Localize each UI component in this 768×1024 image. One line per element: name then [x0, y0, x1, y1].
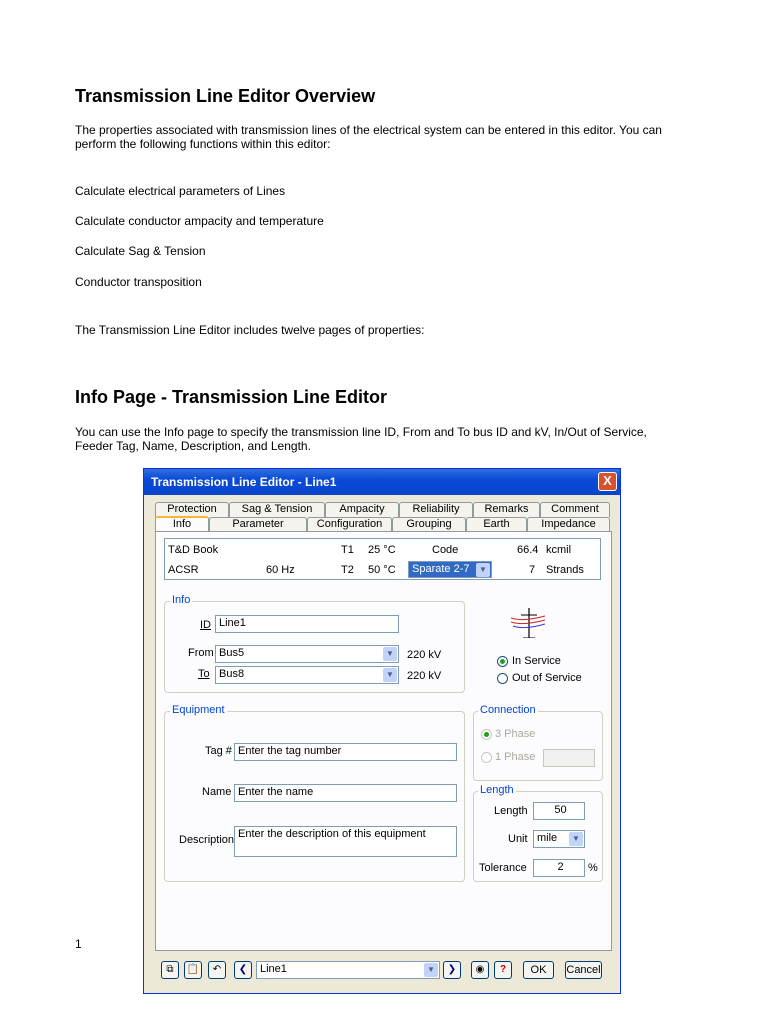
transmission-tower-icon: [511, 608, 547, 638]
length-label: Length: [494, 805, 528, 817]
info-page-description: You can use the Info page to specify the transmission line ID, From and To bus ID and kV, In/Out of Service, Feeder Tag, Name, Description, and Length.: [75, 425, 647, 453]
element-selector[interactable]: [256, 961, 440, 979]
description-field[interactable]: Enter the description of this equipment: [234, 826, 457, 857]
chevron-down-icon[interactable]: ▼: [569, 832, 583, 846]
dialog-title: Transmission Line Editor - Line1: [151, 475, 337, 489]
summary-t2-label: T2: [341, 564, 354, 576]
summary-strands-unit: Strands: [546, 564, 584, 576]
function-item: Calculate conductor ampacity and temperature: [75, 214, 324, 228]
element-selector-value: Line1: [260, 963, 287, 975]
conductor-summary: [164, 538, 601, 580]
tab-protection[interactable]: Protection: [155, 502, 229, 517]
overview-heading: Transmission Line Editor Overview: [75, 86, 376, 106]
one-phase-field[interactable]: [543, 749, 595, 767]
dialog-titlebar: [144, 469, 620, 495]
function-item: Conductor transposition: [75, 275, 202, 289]
unit-value: mile: [537, 832, 558, 844]
summary-strands-value: 7: [529, 564, 536, 576]
out-of-service-radio[interactable]: [497, 673, 508, 684]
summary-t1-value: 25 °C: [368, 544, 396, 556]
ok-button[interactable]: OK: [523, 961, 554, 979]
id-field[interactable]: Line1: [215, 615, 399, 633]
from-kv: 220 kV: [407, 649, 442, 661]
tolerance-field[interactable]: 2: [533, 859, 585, 877]
tab-remarks[interactable]: Remarks: [473, 502, 540, 517]
tab-comment[interactable]: Comment: [540, 502, 610, 517]
copy-icon[interactable]: ⧉: [161, 961, 179, 979]
one-phase-radio[interactable]: [481, 752, 492, 763]
description-label: Description: [179, 834, 235, 846]
unit-label: Unit: [508, 833, 528, 845]
next-icon[interactable]: ❯: [443, 961, 461, 979]
paste-icon[interactable]: 📋: [184, 961, 202, 979]
help-icon[interactable]: ?: [494, 961, 512, 979]
to-bus-value: Bus8: [219, 668, 245, 680]
tab-parameter[interactable]: Parameter: [209, 517, 307, 532]
find-icon[interactable]: ◉: [471, 961, 489, 979]
function-item: Calculate Sag & Tension: [75, 244, 206, 258]
transmission-line-editor-dialog: [143, 468, 621, 994]
tab-reliability[interactable]: Reliability: [399, 502, 473, 517]
chevron-down-icon[interactable]: ▼: [383, 668, 397, 682]
tag-label: Tag #: [205, 745, 232, 757]
three-phase-label[interactable]: 3 Phase: [495, 728, 536, 740]
tolerance-unit: %: [588, 862, 598, 874]
function-item: Calculate electrical parameters of Lines: [75, 184, 286, 198]
tab-ampacity[interactable]: Ampacity: [325, 502, 399, 517]
code-select-value: Sparate 2-7: [412, 563, 470, 575]
out-of-service-label[interactable]: Out of Service: [512, 672, 582, 684]
to-kv: 220 kV: [407, 670, 442, 682]
code-select[interactable]: [408, 561, 492, 578]
summary-code-value: 66.4: [517, 544, 539, 556]
summary-t2-value: 50 °C: [368, 564, 396, 576]
tolerance-label: Tolerance: [479, 862, 527, 874]
close-button[interactable]: X: [598, 472, 617, 491]
from-bus-select[interactable]: [215, 645, 399, 663]
page-number: 1: [75, 937, 82, 951]
tab-sag-tension[interactable]: Sag & Tension: [229, 502, 325, 517]
summary-t1-label: T1: [341, 544, 354, 556]
one-phase-label[interactable]: 1 Phase: [495, 751, 536, 763]
tab-impedance[interactable]: Impedance: [527, 517, 610, 532]
three-phase-radio[interactable]: [481, 729, 492, 740]
equipment-group-legend: Equipment: [172, 704, 225, 716]
chevron-down-icon[interactable]: ▼: [424, 963, 438, 977]
in-service-radio[interactable]: [497, 656, 508, 667]
from-bus-value: Bus5: [219, 647, 245, 659]
summary-book: T&D Book: [168, 544, 219, 556]
connection-group-legend: Connection: [480, 704, 536, 716]
tab-earth[interactable]: Earth: [466, 517, 527, 532]
chevron-down-icon[interactable]: ▼: [383, 647, 397, 661]
unit-select[interactable]: [533, 830, 585, 848]
length-group-legend: Length: [480, 784, 514, 796]
name-label: Name: [202, 786, 232, 798]
pages-note: The Transmission Line Editor includes twelve pages of properties:: [75, 323, 425, 337]
name-field[interactable]: Enter the name: [234, 784, 457, 802]
tab-configuration[interactable]: Configuration: [307, 517, 392, 532]
previous-icon[interactable]: ❮: [234, 961, 252, 979]
summary-type: ACSR: [168, 564, 199, 576]
from-label: From: [188, 647, 214, 659]
to-bus-select[interactable]: [215, 666, 399, 684]
info-tab-panel: [155, 531, 612, 951]
cancel-button[interactable]: Cancel: [565, 961, 602, 979]
to-label: To: [198, 668, 210, 680]
summary-code-label: Code: [432, 544, 459, 556]
summary-frequency: 60 Hz: [266, 564, 295, 576]
id-label: ID: [200, 619, 211, 631]
info-page-heading: Info Page - Transmission Line Editor: [75, 387, 388, 407]
undo-icon[interactable]: ↶: [208, 961, 226, 979]
summary-code-unit: kcmil: [546, 544, 572, 556]
in-service-label[interactable]: In Service: [512, 655, 561, 667]
chevron-down-icon[interactable]: ▼: [476, 563, 490, 577]
tab-grouping[interactable]: Grouping: [392, 517, 466, 532]
connection-group: [473, 711, 603, 781]
tab-info[interactable]: Info: [155, 516, 209, 532]
info-group-legend: Info: [172, 594, 191, 606]
tag-field[interactable]: Enter the tag number: [234, 743, 457, 761]
intro-paragraph: The properties associated with transmission lines of the electrical system can be entered in this editor. You can perform the following functions within this editor:: [75, 123, 662, 151]
length-field[interactable]: 50: [533, 802, 585, 820]
